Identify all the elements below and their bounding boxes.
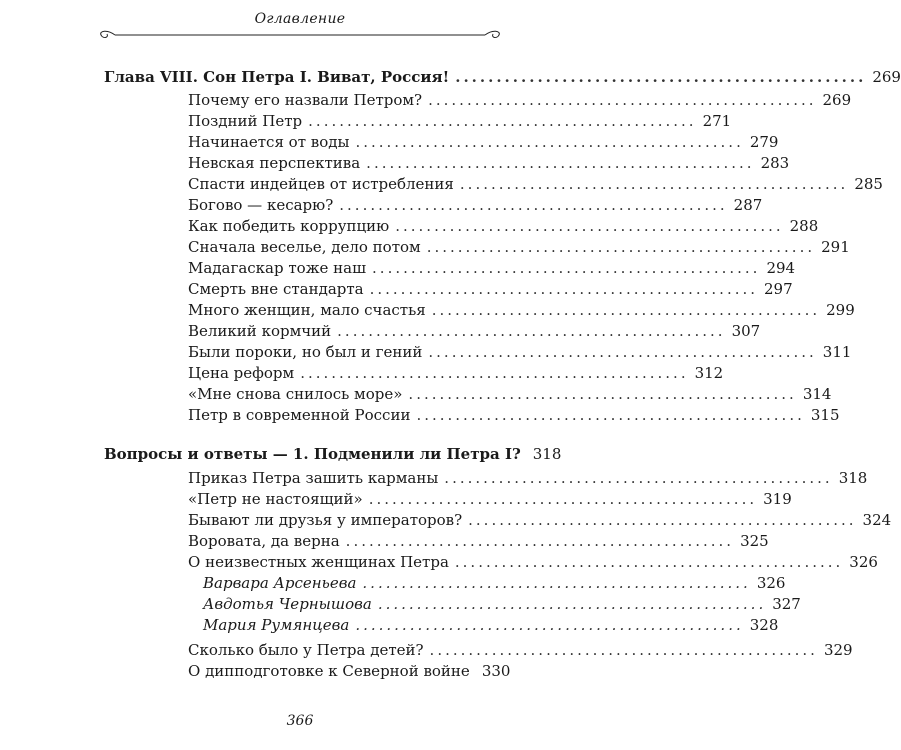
toc-item[interactable]: Смерть вне стандарта .................................................. 297 <box>188 280 793 298</box>
toc-item[interactable]: Бывают ли друзья у императоров? .................................................. 324 <box>188 511 892 529</box>
toc-item[interactable]: Почему его назвали Петром? .................................................. 269 <box>188 91 852 109</box>
toc-item[interactable]: Много женщин, мало счастья .................................................. 299 <box>188 301 855 319</box>
toc-item[interactable]: Богово — кесарю? .................................................. 287 <box>188 196 763 214</box>
toc-subitem[interactable]: Авдотья Чернышова .................................................. 327 <box>203 595 801 613</box>
toc-item[interactable]: «Мне снова снилось море» .................................................. 314 <box>188 385 832 403</box>
toc-item[interactable]: Цена реформ .................................................. 312 <box>188 364 724 382</box>
toc-item[interactable]: Невская перспектива .................................................. 283 <box>188 154 790 172</box>
toc-item[interactable]: Как победить коррупцию .................................................. 288 <box>188 217 819 235</box>
toc-subitem[interactable]: Варвара Арсеньева .................................................. 326 <box>203 574 786 592</box>
toc-item[interactable]: Поздний Петр .................................................. 271 <box>188 112 732 130</box>
toc-item[interactable]: Великий кормчий .................................................. 307 <box>188 322 761 340</box>
toc-item[interactable]: Начинается от воды .................................................. 279 <box>188 133 779 151</box>
ornament-divider-icon <box>95 28 505 42</box>
toc-item[interactable]: Приказ Петра зашить карманы .................................................. 318 <box>188 469 868 487</box>
toc-item[interactable]: Воровата, да верна .................................................. 325 <box>188 532 769 550</box>
chapter-heading[interactable]: Вопросы и ответы — 1. Подменили ли Петра I? 318 <box>104 445 562 463</box>
toc-item[interactable]: Спасти индейцев от истребления .................................................. 285 <box>188 175 883 193</box>
chapter-heading[interactable]: Глава VIII. Сон Петра I. Виват, Россия! .................................................. 269 <box>104 68 901 86</box>
running-header <box>0 8 600 27</box>
header-title: Оглавление <box>254 11 346 27</box>
toc-item[interactable]: Мадагаскар тоже наш .................................................. 294 <box>188 259 796 277</box>
toc-item[interactable]: О неизвестных женщинах Петра .................................................. 326 <box>188 553 878 571</box>
toc-item[interactable]: Сколько было у Петра детей? .................................................. 329 <box>188 641 853 659</box>
toc-item[interactable]: Были пороки, но был и гений .................................................. 311 <box>188 343 852 361</box>
toc-item[interactable]: О дипподготовке к Северной войне 330 <box>188 662 511 680</box>
page-number: 366 <box>286 713 314 729</box>
toc-item[interactable]: Петр в современной России .................................................. 315 <box>188 406 840 424</box>
toc-item[interactable]: Сначала веселье, дело потом .................................................. 291 <box>188 238 850 256</box>
toc-item[interactable]: «Петр не настоящий» .................................................. 319 <box>188 490 792 508</box>
toc-subitem[interactable]: Мария Румянцева .................................................. 328 <box>203 616 779 634</box>
